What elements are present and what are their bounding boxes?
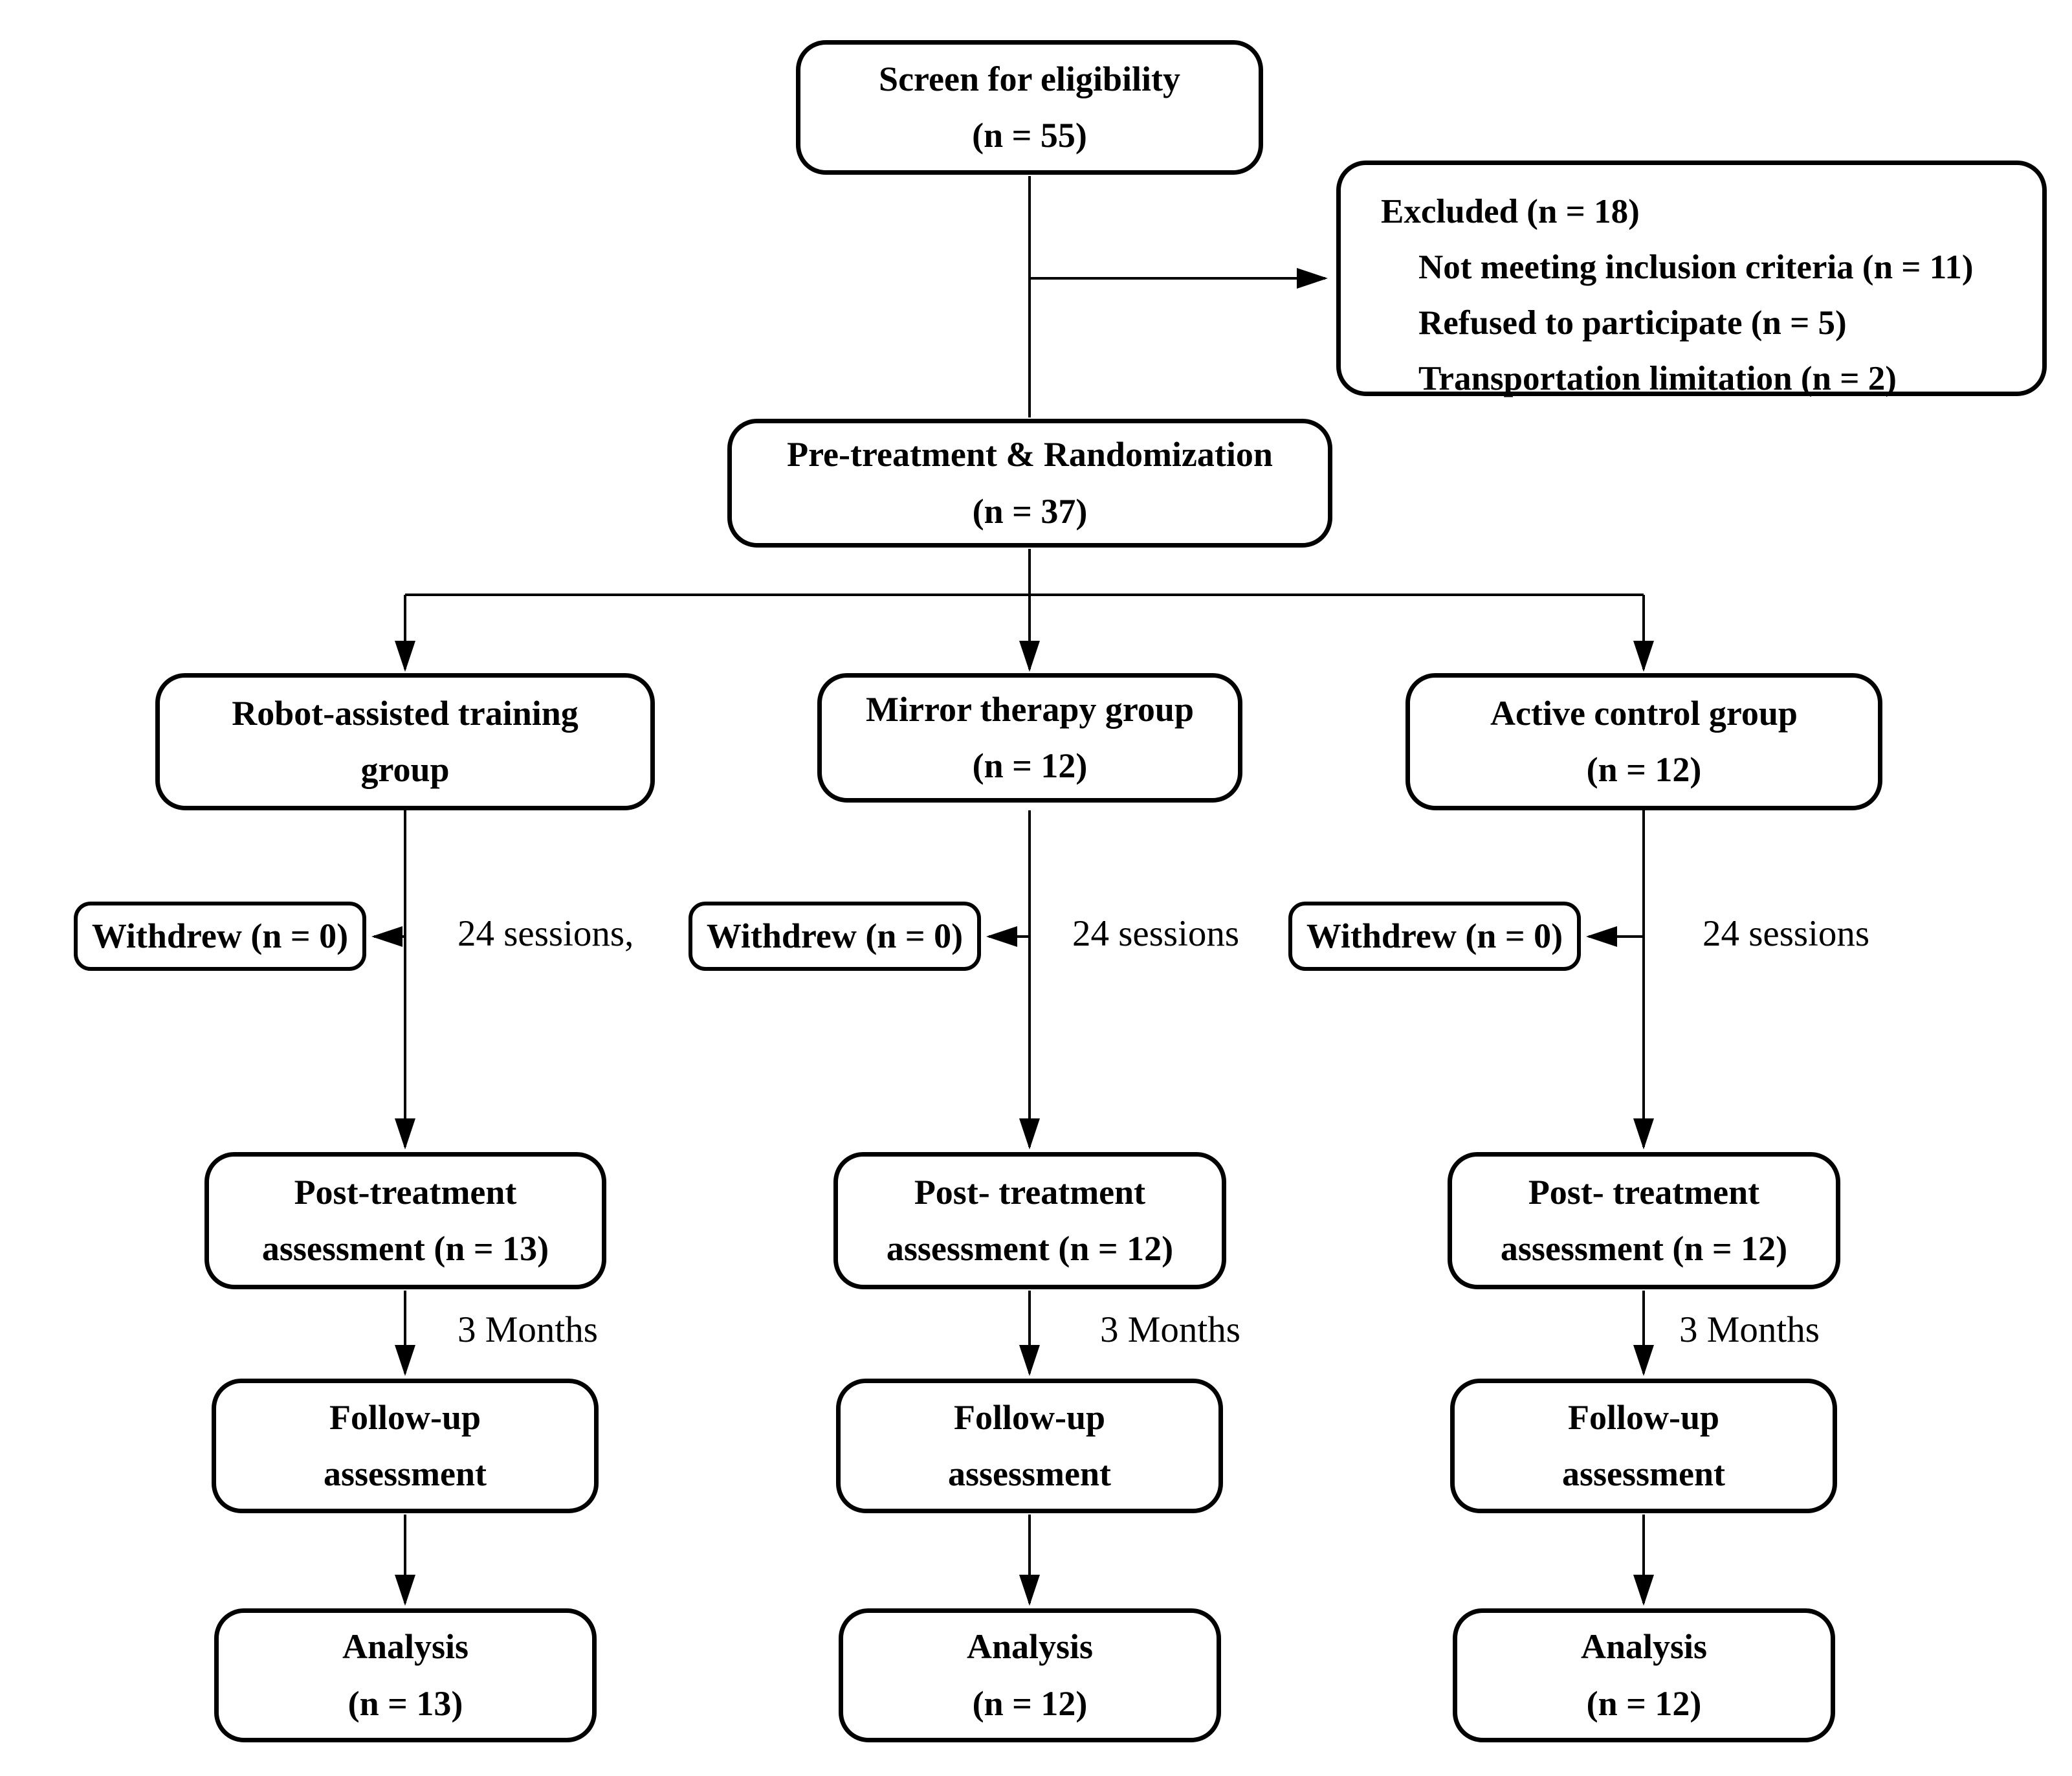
post-line2-control: assessment (n = 12) xyxy=(1500,1229,1788,1268)
pretreatment-line1: Pre-treatment & Randomization xyxy=(787,435,1273,474)
followup-box-robot xyxy=(212,1379,599,1513)
followup-line1-robot: Follow-up xyxy=(329,1397,481,1437)
analysis-box-control xyxy=(1453,1608,1835,1742)
withdrew-label-mirror: Withdrew (n = 0) xyxy=(706,916,964,955)
post-line2-robot: assessment (n = 13) xyxy=(261,1229,549,1268)
excluded-title: Excluded (n = 18) xyxy=(1381,193,1640,230)
mirror-group-line1: Mirror therapy group xyxy=(866,689,1194,729)
analysis-line1-mirror: Analysis xyxy=(966,1627,1094,1667)
analysis-box-mirror xyxy=(839,1608,1221,1742)
months-label-mirror: 3 Months xyxy=(1100,1309,1240,1350)
screen-line1: Screen for eligibility xyxy=(879,59,1180,98)
robot-group-box xyxy=(155,673,655,810)
post-line1-robot: Post-treatment xyxy=(294,1172,517,1212)
control-group-box xyxy=(1405,673,1882,810)
post-treatment-box-robot xyxy=(204,1152,606,1289)
followup-box-mirror xyxy=(836,1379,1223,1513)
control-group-line1: Active control group xyxy=(1490,693,1798,733)
analysis-box-robot xyxy=(214,1608,597,1742)
followup-line1-mirror: Follow-up xyxy=(953,1397,1106,1437)
withdrew-box-mirror xyxy=(689,902,981,971)
analysis-line2-control: (n = 12) xyxy=(1586,1683,1702,1723)
post-line1-mirror: Post- treatment xyxy=(914,1172,1146,1212)
excluded-item-refused: Refused to participate (n = 5) xyxy=(1418,304,1847,342)
robot-group-line1: Robot-assisted training xyxy=(232,693,579,733)
analysis-line1-robot: Analysis xyxy=(342,1627,469,1667)
post-treatment-box-mirror xyxy=(833,1152,1226,1289)
excluded-item-inclusion: Not meeting inclusion criteria (n = 11) xyxy=(1418,248,1974,286)
pretreatment-randomization-box xyxy=(727,419,1332,548)
mirror-group-line2: (n = 12) xyxy=(972,746,1088,785)
months-label-control: 3 Months xyxy=(1679,1309,1820,1350)
screen-line2: (n = 55) xyxy=(972,116,1087,155)
screen-eligibility-box xyxy=(796,40,1263,175)
excluded-item-transport: Transportation limitation (n = 2) xyxy=(1418,359,1897,397)
withdrew-label-control: Withdrew (n = 0) xyxy=(1306,916,1563,955)
sessions-label-control: 24 sessions xyxy=(1703,913,1870,954)
followup-box-control xyxy=(1450,1379,1837,1513)
withdrew-box-control xyxy=(1288,902,1581,971)
sessions-label-robot: 24 sessions, xyxy=(457,913,634,954)
withdrew-label-robot: Withdrew (n = 0) xyxy=(91,916,349,955)
control-group-line2: (n = 12) xyxy=(1586,750,1702,789)
robot-group-line2: group xyxy=(360,750,450,789)
post-line1-control: Post- treatment xyxy=(1528,1172,1760,1212)
followup-line2-mirror: assessment xyxy=(948,1454,1111,1493)
months-label-robot: 3 Months xyxy=(457,1309,598,1350)
pretreatment-line2: (n = 37) xyxy=(972,491,1088,531)
analysis-line1-control: Analysis xyxy=(1580,1627,1708,1667)
sessions-label-mirror: 24 sessions xyxy=(1072,913,1240,954)
analysis-line2-robot: (n = 13) xyxy=(347,1683,463,1723)
followup-line2-robot: assessment xyxy=(324,1454,487,1493)
mirror-group-box xyxy=(817,673,1242,803)
excluded-box xyxy=(1336,161,2047,396)
followup-line1-control: Follow-up xyxy=(1567,1397,1720,1437)
followup-line2-control: assessment xyxy=(1562,1454,1725,1493)
analysis-line2-mirror: (n = 12) xyxy=(972,1683,1088,1723)
post-treatment-box-control xyxy=(1448,1152,1840,1289)
post-line2-mirror: assessment (n = 12) xyxy=(886,1229,1174,1268)
withdrew-box-robot xyxy=(74,902,366,971)
